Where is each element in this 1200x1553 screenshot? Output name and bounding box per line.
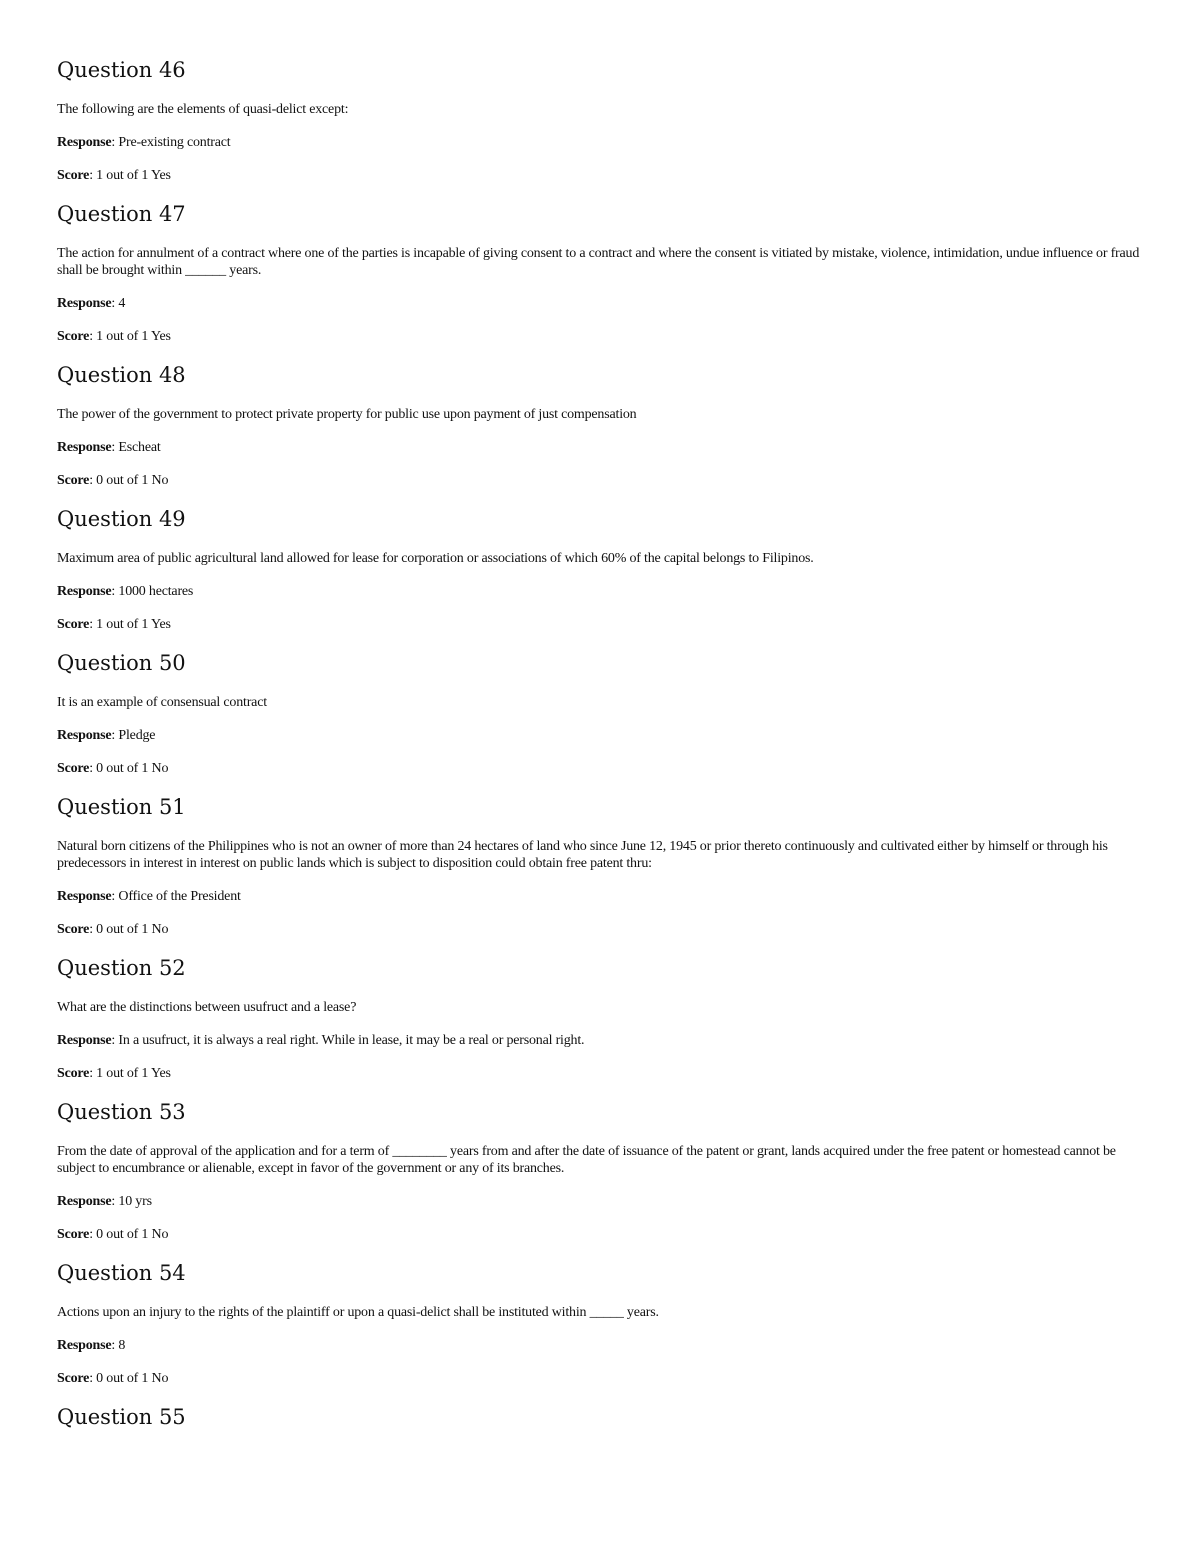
question-score (57, 1065, 1147, 1082)
question-score (57, 760, 1147, 777)
question-text: Actions upon an injury to the rights of the plaintiff or upon a quasi-delict shall be instituted within _____ years. (57, 1305, 659, 1320)
question-text: From the date of approval of the application and for a term of ________ years from and after the date of issuance of the patent or grant, lands acquired under the free patent or homestead cannot be subject to encumbrance or alienable, except in favor of the government or any of its branches. (57, 1144, 1116, 1176)
response-value: : Pledge (111, 728, 156, 743)
response-value: : Office of the President (111, 889, 241, 904)
score-value: : 1 out of 1 Yes (89, 1066, 171, 1081)
score-value: : 0 out of 1 No (89, 761, 169, 776)
question-text: The power of the government to protect private property for public use upon payment of just compensation (57, 407, 637, 422)
response-value: : 4 (111, 296, 126, 311)
question-53 (57, 1098, 1147, 1243)
response-value: : Pre-existing contract (111, 135, 231, 150)
question-response (57, 1193, 1147, 1210)
response-value: : 8 (111, 1338, 126, 1353)
question-49 (57, 505, 1147, 633)
question-response (57, 888, 1147, 905)
question-51 (57, 793, 1147, 938)
question-50 (57, 649, 1147, 777)
question-response (57, 134, 1147, 151)
question-text: The action for annulment of a contract where one of the parties is incapable of giving consent to a contract and where the consent is vitiated by mistake, violence, intimidation, undue influence or fraud shall be brought within ______ years. (57, 246, 1140, 278)
question-text: What are the distinctions between usufruct and a lease? (57, 1000, 357, 1015)
question-score (57, 921, 1147, 938)
score-label: Score (57, 1066, 90, 1081)
response-label: Response (57, 1194, 112, 1209)
score-label: Score (57, 329, 90, 344)
score-label: Score (57, 473, 90, 488)
score-label: Score (57, 1371, 90, 1386)
response-label: Response (57, 889, 112, 904)
question-response (57, 727, 1147, 744)
question-52 (57, 954, 1147, 1082)
response-label: Response (57, 135, 112, 150)
document-page (57, 56, 1147, 1448)
score-value: : 1 out of 1 Yes (89, 168, 171, 183)
score-value: : 1 out of 1 Yes (89, 329, 171, 344)
response-label: Response (57, 1033, 112, 1048)
question-title: Question 46 (57, 58, 186, 82)
response-value: : In a usufruct, it is always a real right. While in lease, it may be a real or personal right. (111, 1033, 585, 1048)
question-score (57, 167, 1147, 184)
question-text: Natural born citizens of the Philippines who is not an owner of more than 24 hectares of land who since June 12, 1945 or prior thereto continuously and cultivated either by himself or through his predecessors in interest in interest on public lands which is subject to disposition could obtain free patent thru: (57, 839, 1108, 871)
question-46 (57, 56, 1147, 184)
score-label: Score (57, 761, 90, 776)
question-response (57, 583, 1147, 600)
response-value: : 1000 hectares (111, 584, 194, 599)
question-54 (57, 1259, 1147, 1387)
question-title: Question 52 (57, 956, 186, 980)
response-label: Response (57, 1338, 112, 1353)
response-label: Response (57, 296, 112, 311)
question-title: Question 47 (57, 202, 186, 226)
score-value: : 1 out of 1 Yes (89, 617, 171, 632)
score-value: : 0 out of 1 No (89, 1227, 169, 1242)
question-title: Question 50 (57, 651, 186, 675)
score-value: : 0 out of 1 No (89, 1371, 169, 1386)
score-value: : 0 out of 1 No (89, 473, 169, 488)
question-text: It is an example of consensual contract (57, 695, 267, 710)
score-label: Score (57, 1227, 90, 1242)
question-score (57, 472, 1147, 489)
response-label: Response (57, 728, 112, 743)
question-title: Question 54 (57, 1261, 186, 1285)
response-value: : Escheat (111, 440, 161, 455)
question-title: Question 53 (57, 1100, 186, 1124)
question-title: Question 51 (57, 795, 186, 819)
response-label: Response (57, 440, 112, 455)
question-response (57, 295, 1147, 312)
question-title: Question 48 (57, 363, 186, 387)
question-title: Question 55 (57, 1405, 186, 1429)
question-score (57, 616, 1147, 633)
question-response (57, 1032, 1147, 1049)
score-label: Score (57, 922, 90, 937)
question-response (57, 1337, 1147, 1354)
question-response (57, 439, 1147, 456)
score-value: : 0 out of 1 No (89, 922, 169, 937)
score-label: Score (57, 168, 90, 183)
question-48 (57, 361, 1147, 489)
response-label: Response (57, 584, 112, 599)
question-score (57, 1370, 1147, 1387)
question-title: Question 49 (57, 507, 186, 531)
question-text: Maximum area of public agricultural land allowed for lease for corporation or associations of which 60% of the capital belongs to Filipinos. (57, 551, 814, 566)
response-value: : 10 yrs (111, 1194, 152, 1209)
score-label: Score (57, 617, 90, 632)
question-47 (57, 200, 1147, 345)
question-score (57, 1226, 1147, 1243)
question-55 (57, 1403, 1147, 1431)
question-score (57, 328, 1147, 345)
question-text: The following are the elements of quasi-delict except: (57, 102, 349, 117)
